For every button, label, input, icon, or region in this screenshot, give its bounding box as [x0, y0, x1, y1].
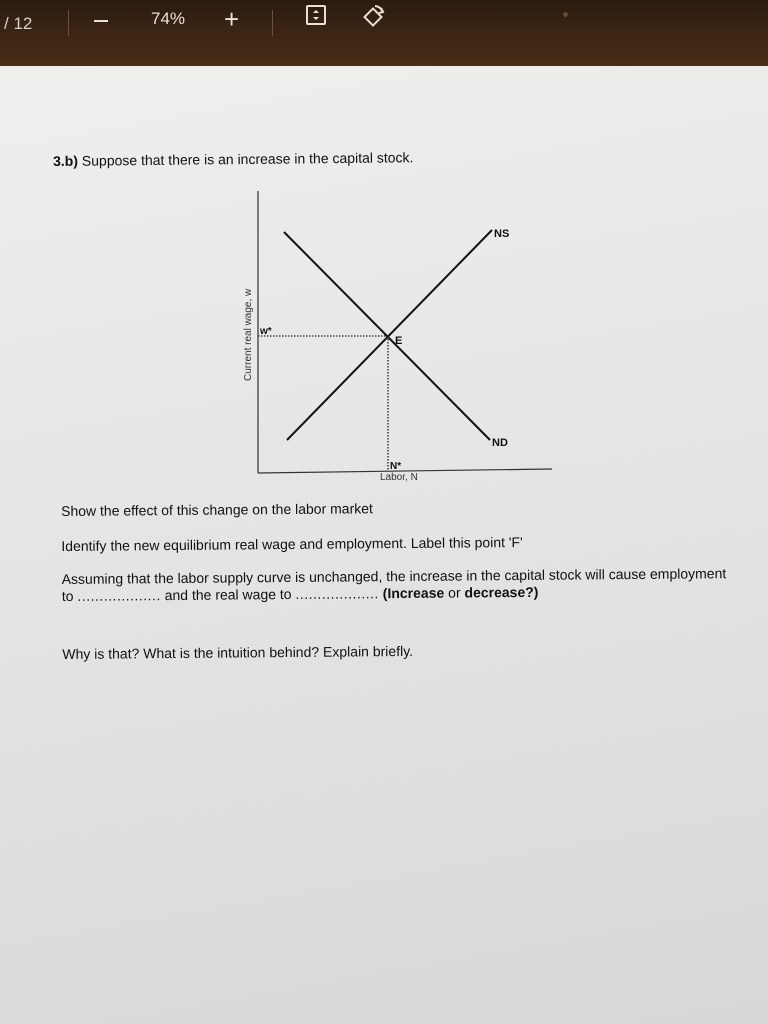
- page-count: / 12: [4, 14, 33, 33]
- question-prompt: Suppose that there is an increase in the capital stock.: [81, 149, 414, 169]
- fit-page-icon[interactable]: [306, 5, 326, 25]
- labor-supply-curve: [287, 230, 492, 440]
- employment-blank: ...................: [77, 587, 161, 604]
- fill-in-text: (: [378, 585, 388, 602]
- equilibrium-label: E: [395, 335, 403, 347]
- fill-in-text: or: [444, 584, 465, 601]
- document-page: [0, 66, 768, 1024]
- n-star-label: N*: [390, 461, 402, 472]
- zoom-in-button[interactable]: +: [224, 4, 240, 34]
- toolbar-divider: [272, 10, 273, 36]
- instruction-identify-point: Identify the new equilibrium real wage and employment. Label this point 'F': [61, 533, 523, 554]
- fill-in-text: Assuming that the labor supply curve is unchanged, the increase in the capital stock will cause employment to: [61, 565, 727, 604]
- option-increase: Increase: [387, 584, 445, 602]
- toolbar-indicator: [563, 12, 568, 17]
- question-heading: [53, 149, 413, 169]
- fill-in-text: and the real wage to: [160, 585, 296, 604]
- rotate-icon[interactable]: [360, 4, 386, 35]
- zoom-level: 74%: [151, 9, 186, 28]
- fill-in-question: [62, 565, 742, 605]
- nd-label: ND: [492, 437, 508, 449]
- ns-label: NS: [494, 228, 510, 240]
- x-axis-label: Labor, N: [380, 472, 418, 483]
- real-wage-blank: ...................: [295, 585, 379, 602]
- intuition-question: Why is that? What is the intuition behind? Explain briefly.: [62, 642, 414, 662]
- w-star-label: w*: [260, 326, 272, 337]
- question-body: [61, 497, 741, 662]
- option-decrease: decrease?): [464, 583, 539, 601]
- question-number: 3.b): [53, 152, 79, 169]
- zoom-out-button[interactable]: [94, 20, 108, 22]
- pdf-toolbar: [0, 0, 768, 66]
- y-axis-label: Current real wage, w: [243, 288, 254, 381]
- toolbar-divider: [68, 10, 69, 36]
- labor-market-diagram: [230, 191, 560, 491]
- instruction-show-effect: Show the effect of this change on the labor market: [61, 500, 373, 519]
